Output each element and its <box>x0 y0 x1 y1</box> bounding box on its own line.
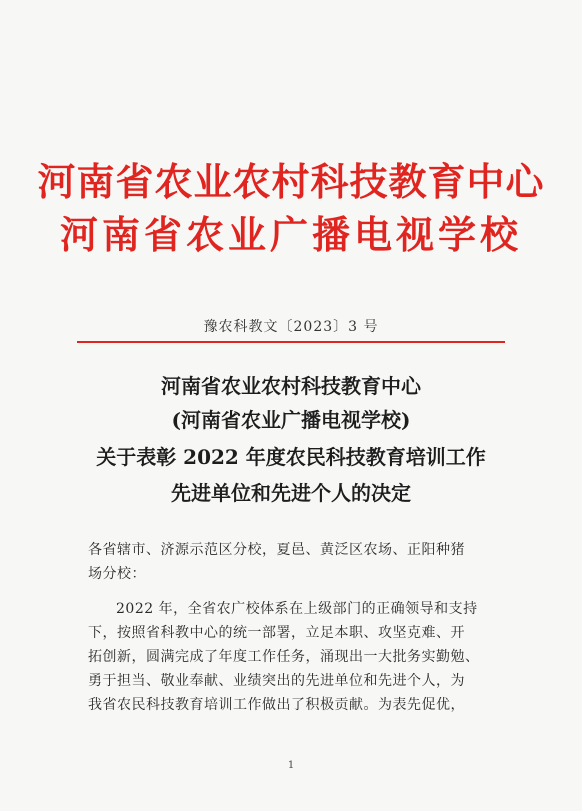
salutation-line-2: 场分校： <box>88 566 146 582</box>
salutation-line-1: 各省辖市、济源示范区分校，夏邑、黄泛区农场、正阳种猪 <box>88 542 465 558</box>
body-line-3: 拓创新，圆满完成了年度工作任务，涌现出一大批务实勤勉、 <box>88 649 480 665</box>
body-line-2: 下，按照省科教中心的统一部署，立足本职、攻坚克难、开 <box>88 625 465 641</box>
title-line-4: 先进单位和先进个人的决定 <box>171 481 411 505</box>
org-header-line-1: 河南省农业农村科技教育中心 <box>37 159 545 204</box>
salutation <box>88 538 508 586</box>
red-divider-rule <box>77 341 505 343</box>
body-paragraph <box>88 597 508 717</box>
org-header-line-2: 河南省农业广播电视学校 <box>59 212 522 257</box>
page-number: 1 <box>287 760 295 771</box>
body-line-1: 2022 年，全省农广校体系在上级部门的正确领导和支持 <box>116 601 478 617</box>
body-line-5: 我省农民科技教育培训工作做出了积极贡献。为表先促优， <box>88 697 465 713</box>
title-line-1: 河南省农业农村科技教育中心 <box>161 374 421 398</box>
document-number: 豫农科教文〔2023〕3 号 <box>203 319 379 335</box>
body-line-4: 勇于担当、敬业奉献、业绩突出的先进单位和先进个人，为 <box>88 673 465 689</box>
title-line-3: 关于表彰 2022 年度农民科技教育培训工作 <box>96 445 486 469</box>
title-line-2: (河南省农业广播电视学校) <box>171 408 411 432</box>
